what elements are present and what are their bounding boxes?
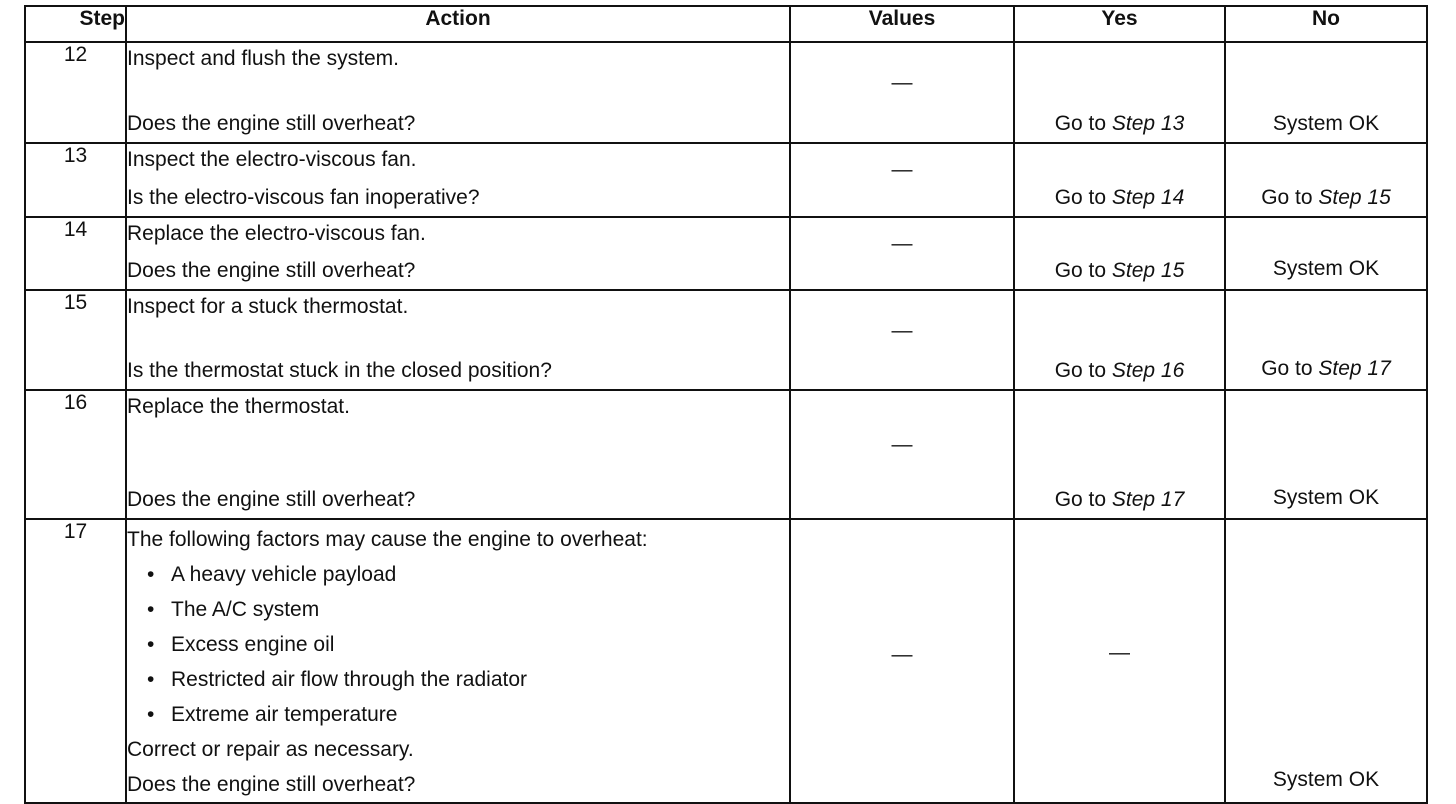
action-instruction: Inspect for a stuck thermostat.: [127, 295, 409, 318]
values-cell: [790, 143, 1014, 217]
no-cell: [1225, 519, 1427, 803]
action-question: Does the engine still overheat?: [127, 112, 416, 135]
list-item: • Excess engine oil: [127, 627, 789, 662]
no-result: System OK: [1272, 768, 1380, 791]
action-instruction: Inspect the electro-viscous fan.: [127, 148, 417, 171]
action-question: Is the thermostat stuck in the closed position?: [127, 359, 552, 382]
action-question: Does the engine still overheat?: [127, 488, 416, 511]
list-item: • The A/C system: [127, 592, 789, 627]
step-number: 12: [25, 42, 126, 143]
no-goto: Go to Step 15: [1261, 186, 1391, 209]
action-question: Does the engine still overheat?: [127, 773, 416, 796]
values-cell: [790, 42, 1014, 143]
no-cell: [1225, 42, 1427, 143]
table-header-row: [25, 6, 1427, 42]
list-item: • Extreme air temperature: [127, 697, 789, 732]
action-instruction: Correct or repair as necessary.: [127, 738, 414, 761]
values-dash: —: [891, 643, 913, 666]
yes-goto: Go to Step 17: [1054, 488, 1185, 511]
step-number: 14: [25, 217, 126, 290]
no-cell: [1225, 143, 1427, 217]
yes-cell: [1014, 519, 1225, 803]
action-question: Is the electro-viscous fan inoperative?: [127, 186, 480, 209]
action-cell: [126, 143, 790, 217]
yes-dash: —: [1109, 641, 1130, 664]
table-row: [25, 290, 1427, 390]
action-instruction: Replace the thermostat.: [127, 395, 350, 418]
action-cell: [126, 217, 790, 290]
values-dash: —: [891, 158, 913, 181]
action-cell: [126, 519, 790, 803]
values-cell: [790, 519, 1014, 803]
no-result: System OK: [1272, 112, 1380, 135]
table-row: [25, 143, 1427, 217]
diagnostic-table: [24, 5, 1428, 804]
yes-goto: Go to Step 14: [1054, 186, 1185, 209]
yes-goto: Go to Step 15: [1054, 259, 1185, 282]
action-question: Does the engine still overheat?: [127, 259, 416, 282]
action-intro: The following factors may cause the engine to overheat:: [127, 528, 648, 551]
table-row: [25, 42, 1427, 143]
step-number: 15: [25, 290, 126, 390]
step-number: 17: [25, 519, 126, 803]
no-cell: [1225, 217, 1427, 290]
table-row: [25, 217, 1427, 290]
table-row: [25, 519, 1427, 803]
values-cell: [790, 290, 1014, 390]
factor-list: [127, 557, 789, 732]
yes-cell: [1014, 290, 1225, 390]
no-column-header: No: [1225, 6, 1427, 42]
values-dash: —: [891, 71, 913, 94]
step-number: 13: [25, 143, 126, 217]
no-result: System OK: [1272, 257, 1380, 280]
yes-cell: [1014, 390, 1225, 519]
yes-goto: Go to Step 16: [1054, 359, 1185, 382]
step-number: 16: [25, 390, 126, 519]
values-dash: —: [891, 433, 913, 456]
values-cell: [790, 390, 1014, 519]
values-column-header: Values: [790, 6, 1014, 42]
action-column-header: Action: [126, 6, 790, 42]
yes-cell: [1014, 42, 1225, 143]
list-item: • Restricted air flow through the radiator: [127, 662, 789, 697]
table-row: [25, 390, 1427, 519]
action-cell: [126, 390, 790, 519]
yes-goto: Go to Step 13: [1054, 112, 1185, 135]
action-cell: [126, 42, 790, 143]
no-cell: [1225, 390, 1427, 519]
action-instruction: Inspect and flush the system.: [127, 47, 399, 70]
values-dash: —: [891, 319, 913, 342]
no-result: System OK: [1272, 486, 1380, 509]
action-instruction: Replace the electro-viscous fan.: [127, 222, 426, 245]
values-cell: [790, 217, 1014, 290]
yes-column-header: Yes: [1014, 6, 1225, 42]
values-dash: —: [891, 232, 913, 255]
no-goto: Go to Step 17: [1261, 357, 1391, 380]
action-cell: [126, 290, 790, 390]
yes-cell: [1014, 217, 1225, 290]
step-column-header: Step: [25, 6, 126, 42]
list-item: • A heavy vehicle payload: [127, 557, 789, 592]
no-cell: [1225, 290, 1427, 390]
yes-cell: [1014, 143, 1225, 217]
